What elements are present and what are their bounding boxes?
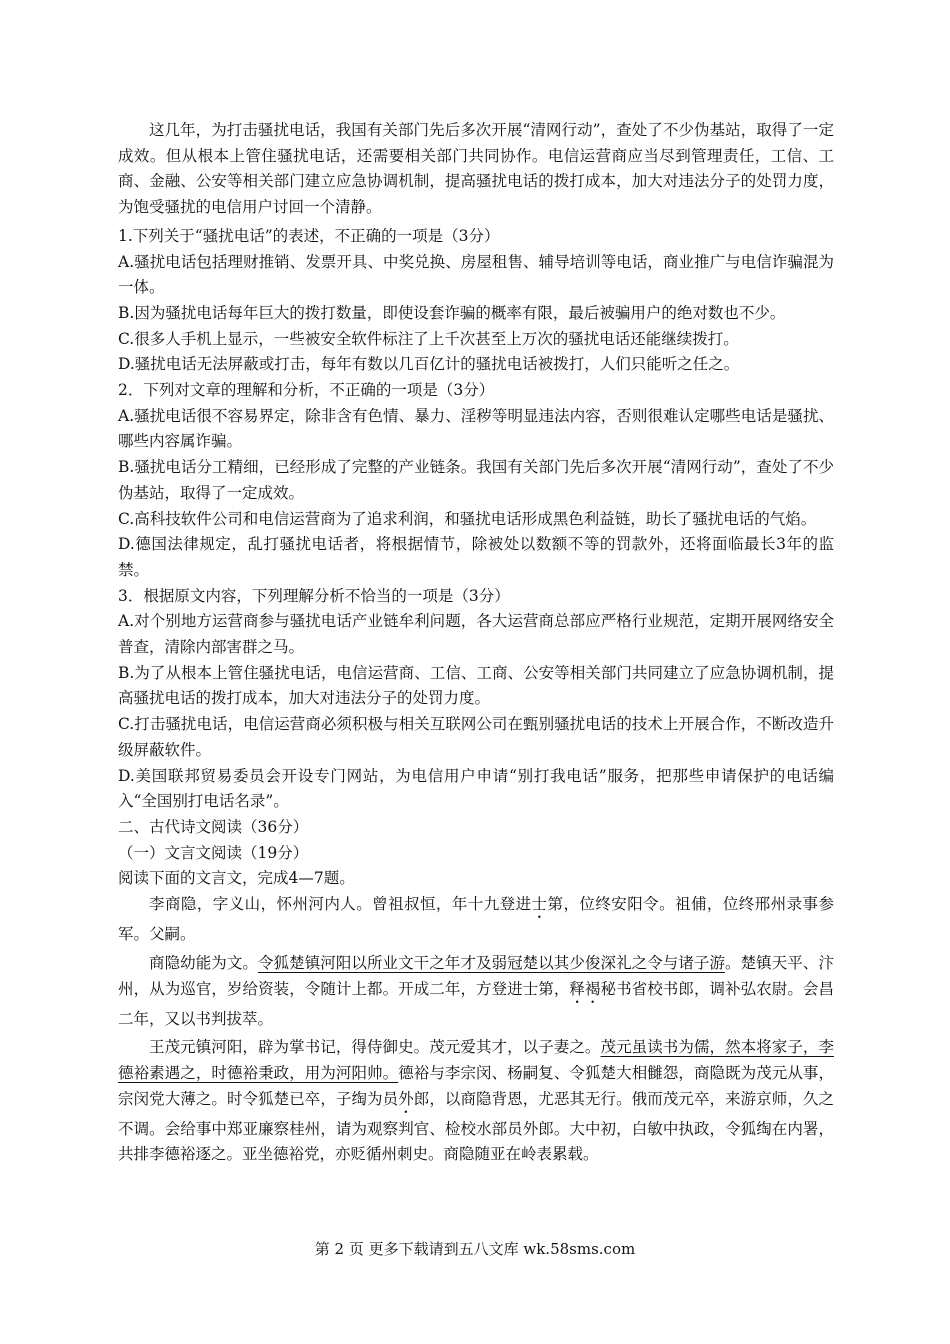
text-run: 。楚镇天平、汴州，从为巡官，岁给资装，令随计上都。开成二年，方登进士第， (118, 953, 834, 998)
question-2-option-a: A.骚扰电话很不容易界定，除非含有色情、暴力、淫秽等明显违法内容，否则很难认定哪些电话是骚扰、哪些内容属诈骗。 (118, 406, 834, 451)
question-2-stem: 2．下列对文章的理解和分析，不正确的一项是（3分） (118, 381, 495, 400)
classical-paragraph-2 (118, 951, 834, 1032)
text-run: 德裕与李宗闵、杨嗣复、令狐楚大相雠怨，商隐既为茂元从事，宗闵党大薄之。时令狐楚已卒，子绹为员 (118, 1063, 834, 1108)
question-2-option-d: D.德国法律规定，乱打骚扰电话者，将根据情节，除被处以数额不等的罚款外，还将面临最长3年的监禁。 (118, 535, 834, 579)
classical-paragraph-1 (118, 892, 834, 948)
underlined-sentence: 令狐楚镇河阳以所业文干之年才及弱冠楚以其少俊深礼之令与诸子游 (257, 953, 726, 972)
question-3-option-c: C.打击骚扰电话，电信运营商必须积极与相关互联网公司在甄别骚扰电话的技术上开展合作，不断改造升级屏蔽软件。 (118, 715, 834, 759)
underlined-sentence: 茂元虽读书为儒，然本将家子，李德裕素遇之，时德裕秉政，用为河阳帅。 (118, 1038, 834, 1082)
question-1-option-c: C.很多人手机上显示，一些被安全软件标注了上千次甚至上万次的骚扰电话还能继续拨打。 (118, 329, 739, 348)
emphasized-word: 士 (531, 895, 548, 914)
question-1-option-a: A.骚扰电话包括理财推销、发票开具、中奖兑换、房屋租售、辅导培训等电话，商业推广与电信诈骗混为一体。 (118, 252, 834, 297)
classical-paragraph-3 (118, 1035, 834, 1168)
question-1-option-b: B.因为骚扰电话每年巨大的拨打数量，即使设套诈骗的概率有限，最后被骗用户的绝对数也不少。 (118, 303, 786, 322)
text-run: 秘书省校书郎，调补弘农尉。会昌二年，又以书判拔萃。 (118, 979, 834, 1028)
page-content (118, 118, 834, 1168)
question-1-option-d: D.骚扰电话无法屏蔽或打击，每年有数以几百亿计的骚扰电话被拨打，人们只能听之任之。 (118, 355, 740, 374)
subsection-heading: （一）文言文阅读（19分） (118, 843, 309, 862)
text-run: 李商隐，字义山，怀州河内人。曾祖叔恒，年十九登进 (149, 895, 532, 914)
question-3-stem: 3．根据原文内容，下列理解分析不恰当的一项是（3分） (118, 586, 510, 605)
emphasized-word: 释褐 (569, 979, 601, 998)
text-run: 商隐幼能为文。 (149, 953, 258, 972)
question-1-stem: 1.下列关于“骚扰电话”的表述，不正确的一项是（3分） (118, 226, 500, 245)
text-run: 郎，以商隐背恩，尤恶其无行。俄而茂元卒，来游京师，久之不调。会给事中郑亚廉察桂州，请为观察判官、检校水部员外郎。大中初，白敏中执政，令狐绹在内署，共排李德裕逐之。亚坐德裕党，亦贬循州刺史。商隐随亚在岭表累载。 (118, 1089, 834, 1164)
question-2-option-b: B.骚扰电话分工精细，已经形成了完整的产业链条。我国有关部门先后多次开展“清网行动”，查处了不少伪基站，取得了一定成效。 (118, 458, 834, 502)
section-heading: 二、古代诗文阅读（36分） (118, 817, 309, 836)
intro-paragraph: 这几年，为打击骚扰电话，我国有关部门先后多次开展“清网行动”，查处了不少伪基站，取得了一定成效。但从根本上管住骚扰电话，还需要相关部门共同协作。电信运营商应当尽到管理责任，工信、工商、金融、公安等相关部门建立应急协调机制，提高骚扰电话的拨打成本，加大对违法分子的处罚力度，为饱受骚扰的电信用户讨回一个清静。 (118, 121, 834, 217)
text-run: 第，位终安阳令。祖俌，位终邢州录事参军。父嗣。 (118, 895, 834, 944)
question-3-option-d: D.美国联邦贸易委员会开设专门网站，为电信用户申请“别打我电话”服务，把那些申请保护的电话编入“全国别打电话名录”。 (118, 766, 834, 811)
emphasized-word: 外 (398, 1089, 414, 1108)
page-footer: 第 2 页 更多下载请到五八文库 wk.58sms.com (314, 1240, 636, 1258)
question-3-option-a: A.对个别地方运营商参与骚扰电话产业链牟利问题，各大运营商总部应严格行业规范，定期开展网络安全普查，清除内部害群之马。 (118, 612, 834, 657)
reading-instruction: 阅读下面的文言文，完成4—7题。 (118, 869, 355, 888)
question-3-option-b: B.为了从根本上管住骚扰电话，电信运营商、工信、工商、公安等相关部门共同建立了应急协调机制，提高骚扰电话的拨打成本，加大对违法分子的处罚力度。 (118, 663, 834, 708)
question-2-option-c: C.高科技软件公司和电信运营商为了追求利润，和骚扰电话形成黑色利益链，助长了骚扰电话的气焰。 (118, 509, 817, 528)
text-run: 王茂元镇河阳，辟为掌书记，得侍御史。茂元爱其才，以子妻之。 (149, 1038, 601, 1057)
